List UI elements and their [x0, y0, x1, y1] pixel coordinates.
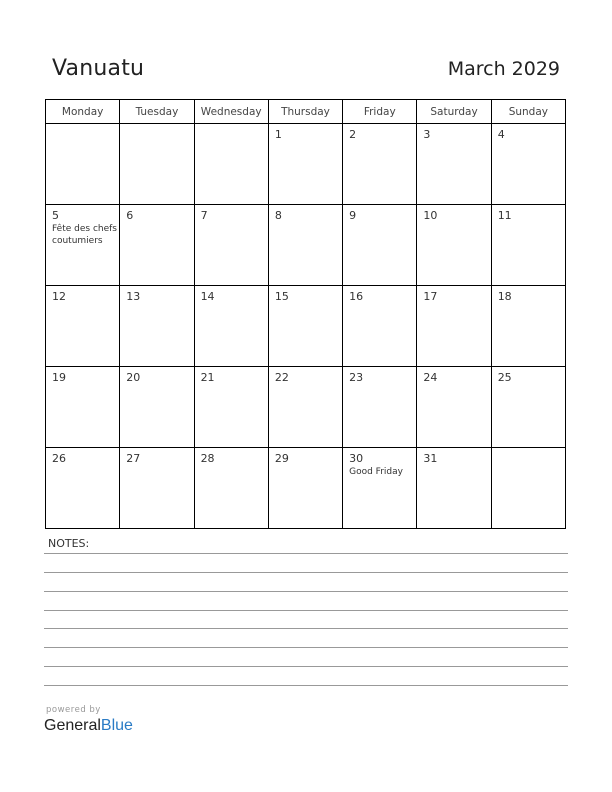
day-cell	[194, 367, 268, 448]
holiday-label: Fête des chefs coutumiers	[52, 224, 117, 246]
day-cell	[268, 205, 342, 286]
day-cell	[343, 286, 417, 367]
day-number: 13	[126, 290, 141, 303]
day-cell	[491, 205, 565, 286]
notes-line	[44, 628, 568, 629]
day-number: 23	[349, 371, 364, 384]
weekday-sunday: Sunday	[491, 100, 565, 124]
day-cell	[194, 286, 268, 367]
weekday-tuesday: Tuesday	[120, 100, 194, 124]
week-row	[46, 124, 566, 205]
day-cell	[343, 124, 417, 205]
day-number: 24	[423, 371, 438, 384]
day-number: 1	[274, 128, 282, 141]
month-title: March 2029	[447, 58, 560, 80]
day-cell	[268, 286, 342, 367]
day-number: 15	[274, 290, 289, 303]
day-cell	[46, 286, 120, 367]
notes-line	[44, 610, 568, 611]
brand-blue: Blue	[100, 717, 133, 734]
day-cell	[491, 367, 565, 448]
day-number: 31	[423, 452, 438, 465]
day-number: 11	[497, 209, 512, 222]
day-cell	[417, 448, 491, 529]
day-cell	[194, 205, 268, 286]
week-row	[46, 205, 566, 286]
day-number: 7	[200, 209, 208, 222]
weekday-wednesday: Wednesday	[194, 100, 268, 124]
day-number: 3	[423, 128, 431, 141]
day-cell	[268, 124, 342, 205]
weekday-friday: Friday	[343, 100, 417, 124]
day-number: 21	[200, 371, 215, 384]
day-number: 14	[200, 290, 215, 303]
country-title: Vanuatu	[52, 56, 145, 81]
weekday-header-row	[46, 100, 566, 124]
day-cell	[268, 367, 342, 448]
day-cell	[417, 124, 491, 205]
day-cell	[46, 367, 120, 448]
powered-by-text: powered by	[46, 705, 101, 715]
day-number: 2	[349, 128, 357, 141]
day-cell	[194, 448, 268, 529]
calendar-grid	[45, 99, 566, 529]
day-number: 26	[52, 452, 66, 465]
day-number: 20	[126, 371, 141, 384]
notes-line	[44, 647, 568, 648]
day-cell	[120, 124, 194, 205]
generalblue-logo	[44, 717, 133, 735]
weekday-thursday: Thursday	[268, 100, 342, 124]
day-cell	[343, 205, 417, 286]
notes-line	[44, 572, 568, 573]
day-cell	[268, 448, 342, 529]
notes-label: NOTES:	[48, 537, 90, 550]
day-cell	[46, 205, 120, 286]
notes-line	[44, 591, 568, 592]
day-cell	[343, 448, 417, 529]
day-cell	[194, 124, 268, 205]
week-row	[46, 367, 566, 448]
day-number: 5	[52, 209, 59, 222]
day-cell	[46, 124, 120, 205]
day-number: 9	[349, 209, 357, 222]
notes-line	[44, 685, 568, 686]
day-number: 8	[274, 209, 282, 222]
day-number: 22	[274, 371, 289, 384]
brand-general: General	[44, 717, 101, 734]
day-cell	[491, 448, 565, 529]
day-cell	[343, 367, 417, 448]
day-cell	[120, 367, 194, 448]
day-cell	[491, 286, 565, 367]
day-number: 27	[126, 452, 141, 465]
weekday-monday: Monday	[46, 100, 120, 124]
day-number: 12	[52, 290, 66, 303]
day-number: 17	[423, 290, 438, 303]
day-cell	[46, 448, 120, 529]
day-cell	[120, 286, 194, 367]
day-cell	[417, 286, 491, 367]
day-number: 25	[497, 371, 512, 384]
day-number: 28	[200, 452, 215, 465]
day-number: 30	[349, 452, 364, 465]
notes-line	[44, 666, 568, 667]
day-cell	[417, 205, 491, 286]
day-cell	[491, 124, 565, 205]
day-number: 29	[274, 452, 289, 465]
week-row	[46, 286, 566, 367]
day-number: 10	[423, 209, 438, 222]
weekday-saturday: Saturday	[417, 100, 491, 124]
day-number: 18	[497, 290, 512, 303]
day-number: 19	[52, 371, 66, 384]
day-cell	[120, 448, 194, 529]
day-number: 16	[349, 290, 364, 303]
day-cell	[417, 367, 491, 448]
holiday-label: Good Friday	[349, 467, 403, 477]
day-number: 4	[497, 128, 505, 141]
notes-line	[44, 553, 568, 554]
day-cell	[120, 205, 194, 286]
week-row	[46, 448, 566, 529]
day-number: 6	[126, 209, 134, 222]
